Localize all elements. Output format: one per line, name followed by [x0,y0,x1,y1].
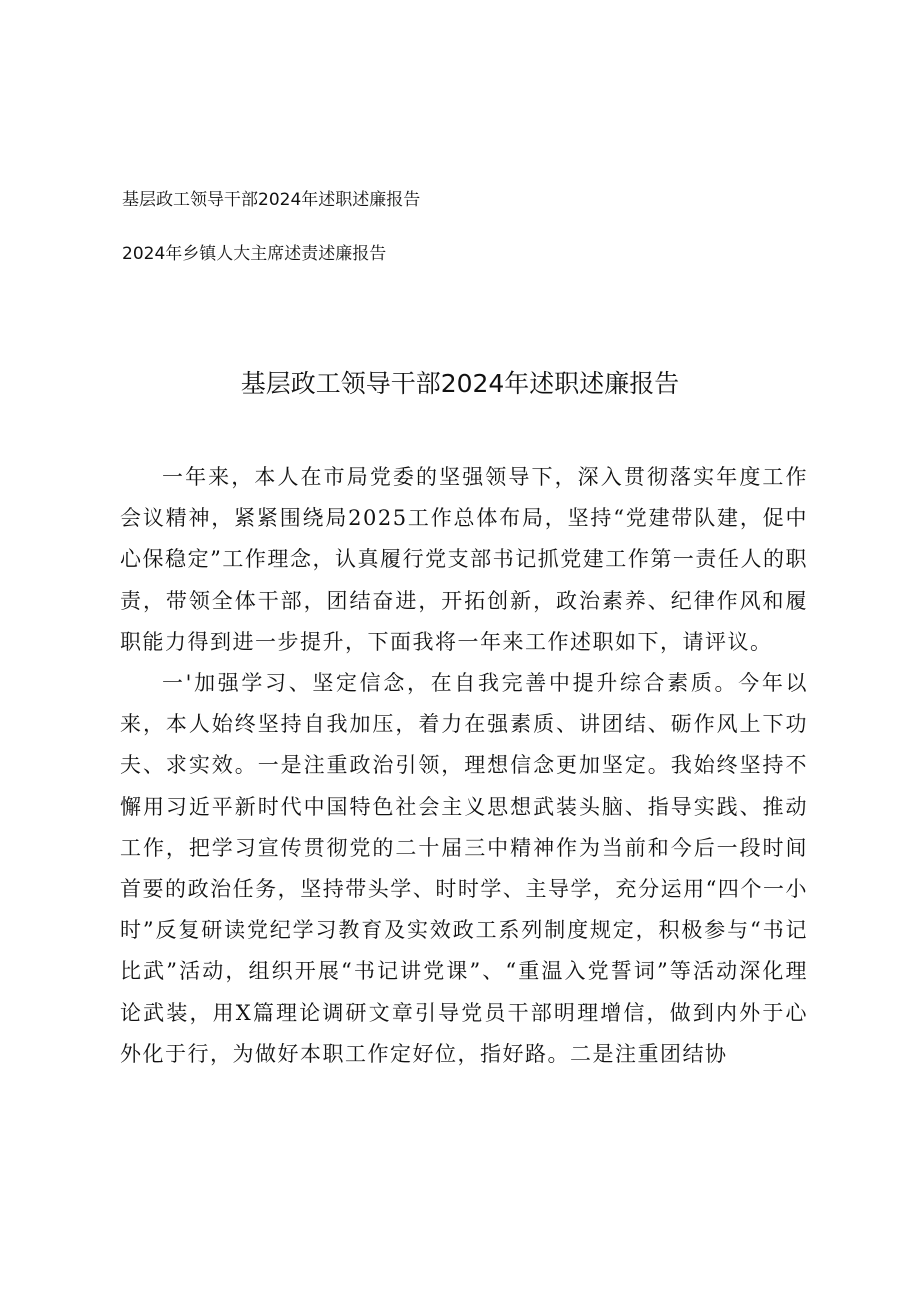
document-title: 基层政工领导干部2024年述职述廉报告 [240,369,680,398]
paragraph-intro: 一年来，本人在市局党委的坚强领导下，深入贯彻落实年度工作会议精神，紧紧围绕局2025工作总体布局，坚持“党建带队建，促中心保稳定”工作理念，认真履行党支部书记抓党建工作第一责任人的职责，带领全体干部，团结奋进，开拓创新，政治素养、纪律作风和履职能力得到进一步提升，下面我将一年来工作述职如下，请评议。 [120,465,808,654]
toc-item-1: 基层政工领导干部2024年述职述廉报告 [122,190,421,210]
document-body [120,457,808,1075]
toc-item-2: 2024年乡镇人大主席述责述廉报告 [122,244,387,264]
paragraph-section-1: 一'加强学习、坚定信念，在自我完善中提升综合素质。今年以来，本人始终坚持自我加压，着力在强素质、讲团结、砺作风上下功夫、求实效。一是注重政治引领，理想信念更加坚定。我始终坚持不懈用习近平新时代中国特色社会主义思想武装头脑、指导实践、推动工作，把学习宣传贯彻党的二十届三中精神作为当前和今后一段时间首要的政治任务，坚持带头学、时时学、主导学，充分运用“四个一小时”反复研读党纪学习教育及实效政工系列制度规定，积极参与“书记比武”活动，组织开展“书记讲党课”、“重温入党誓词”等活动深化理论武装，用X篇理论调研文章引导党员干部明理增信，做到内外于心外化于行，为做好本职工作定好位，指好路。二是注重团结协 [120,671,808,1066]
table-of-contents [122,185,722,269]
